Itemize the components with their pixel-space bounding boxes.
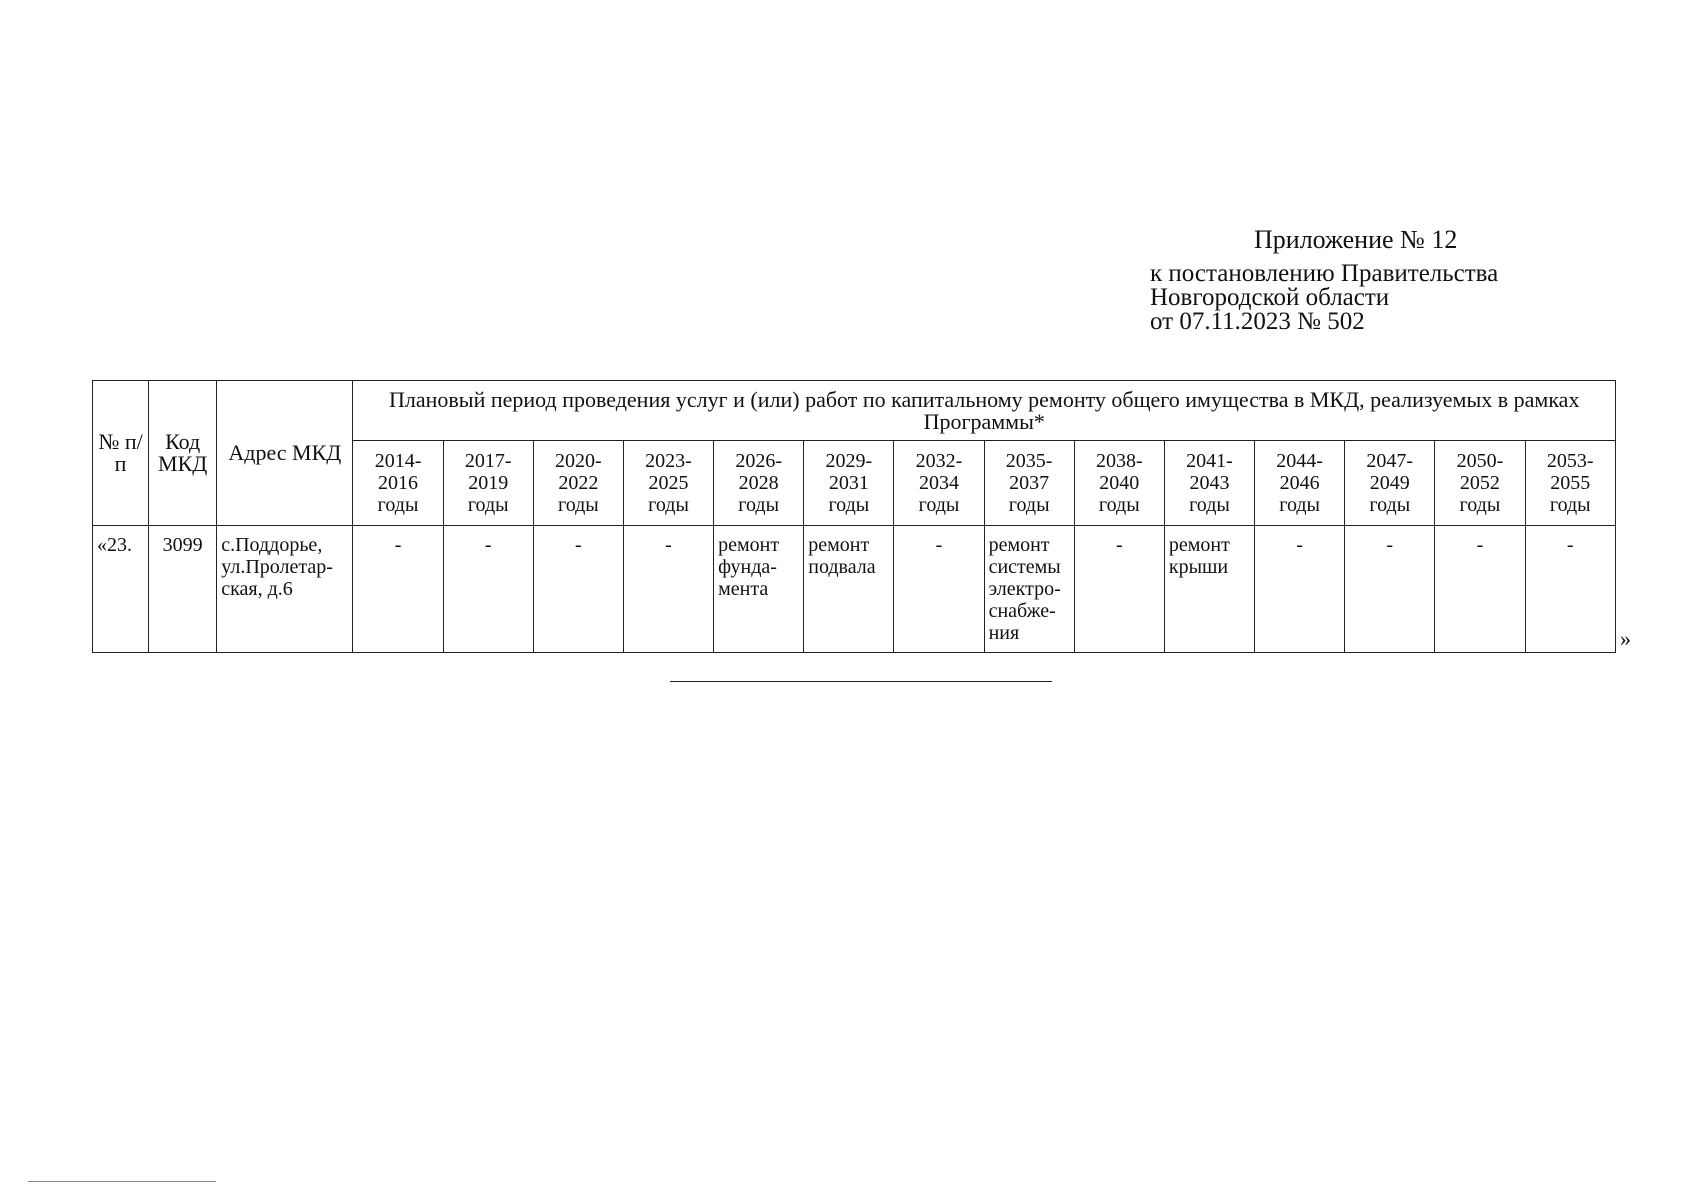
row-cell: - <box>353 526 443 653</box>
header-year: 2026-2028 годы <box>714 441 804 526</box>
row-cell: - <box>1435 526 1525 653</box>
appendix-header <box>1150 225 1499 335</box>
row-cell: ремонт крыши <box>1164 526 1254 653</box>
header-year: 2032-2034 годы <box>894 441 984 526</box>
row-cell: - <box>1255 526 1345 653</box>
header-year: 2050-2052 годы <box>1435 441 1525 526</box>
header-code: Код МКД <box>149 381 217 526</box>
row-cell: - <box>443 526 533 653</box>
row-cell: - <box>533 526 623 653</box>
header-year: 2035-2037 годы <box>984 441 1074 526</box>
header-year: 2023-2025 годы <box>623 441 713 526</box>
row-cell: ремонт фунда-мента <box>714 526 804 653</box>
appendix-title: Приложение № 12 <box>1254 225 1458 254</box>
row-cell: - <box>623 526 713 653</box>
header-year: 2044-2046 годы <box>1255 441 1345 526</box>
header-year: 2047-2049 годы <box>1345 441 1435 526</box>
row-code: 3099 <box>149 526 217 653</box>
repair-schedule-table <box>92 380 1616 653</box>
appendix-line-2: Новгородской области <box>1150 284 1390 311</box>
header-num: № п/п <box>93 381 149 526</box>
row-cell: - <box>894 526 984 653</box>
row-cell: ремонт системы электро-снабже-ния <box>984 526 1074 653</box>
header-year: 2017-2019 годы <box>443 441 533 526</box>
row-cell: - <box>1345 526 1435 653</box>
header-address: Адрес МКД <box>217 381 353 526</box>
closing-quote-mark: » <box>1620 626 1631 651</box>
table-header-row <box>93 381 1616 441</box>
table-row <box>93 526 1616 653</box>
header-year: 2014-2016 годы <box>353 441 443 526</box>
row-cell: - <box>1525 526 1616 653</box>
header-year: 2041-2043 годы <box>1164 441 1254 526</box>
header-year: 2029-2031 годы <box>804 441 894 526</box>
row-cell: - <box>1074 526 1164 653</box>
row-address: с.Поддорье, ул.Пролетар-ская, д.6 <box>217 526 353 653</box>
header-year: 2038-2040 годы <box>1074 441 1164 526</box>
footer-rule <box>28 1181 216 1182</box>
row-num: «23. <box>93 526 149 653</box>
end-rule <box>670 681 1052 682</box>
header-year: 2020-2022 годы <box>533 441 623 526</box>
appendix-line-1: к постановлению Правительства <box>1150 260 1499 287</box>
appendix-line-3: от 07.11.2023 № 502 <box>1150 308 1365 335</box>
header-period: Плановый период проведения услуг и (или) работ по капитальному ремонту общего имущества в МКД, реализуемых в рамках Программы* <box>353 381 1616 441</box>
row-cell: ремонт подвала <box>804 526 894 653</box>
header-year: 2053-2055 годы <box>1525 441 1616 526</box>
